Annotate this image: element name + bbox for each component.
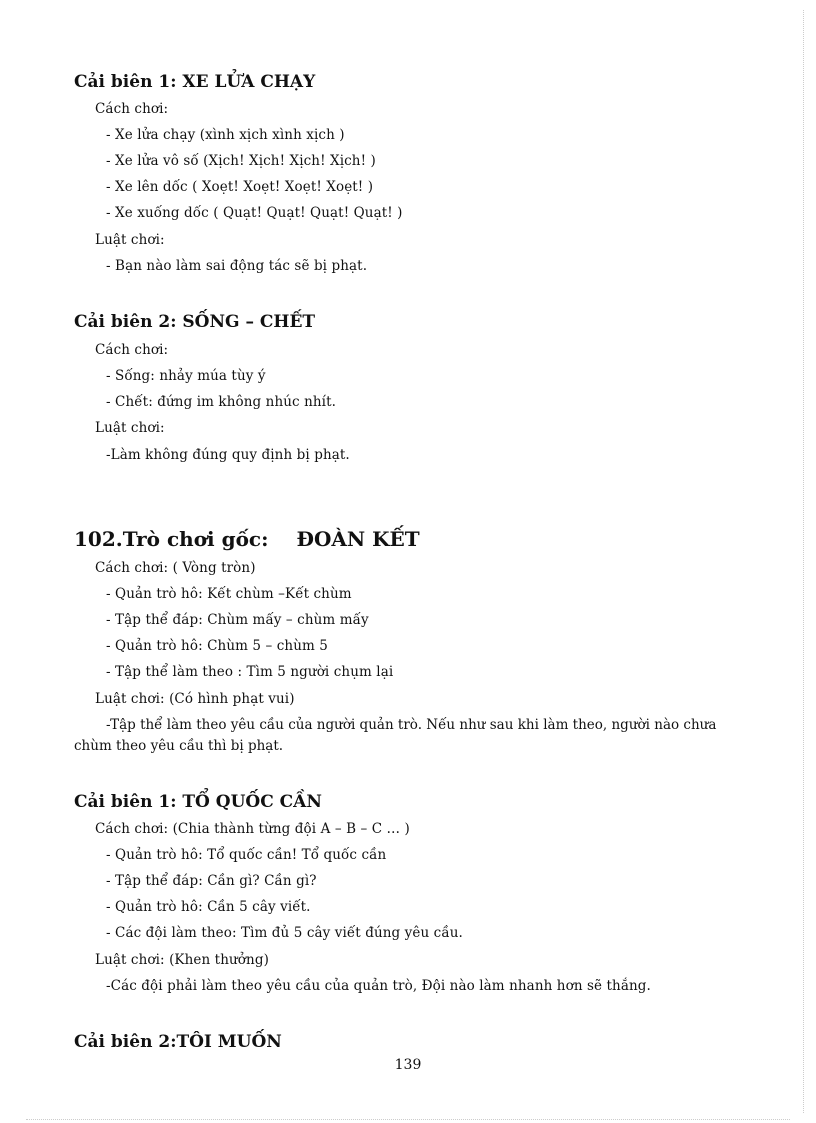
cach-choi-label: Cách chơi: ( Vòng tròn) [95,560,256,576]
section-heading-toi-muon: Cải biên 2:TÔI MUỐN [74,1032,282,1052]
cach-choi-label: Cách chơi: (Chia thành từng đội A – B – C … ) [95,821,410,837]
list-item: - Quản trò hô: Cần 5 cây viết. [106,899,311,915]
luat-choi-label: Luật chơi: (Có hình phạt vui) [95,691,295,707]
rule-text: -Làm không đúng quy định bị phạt. [106,447,350,463]
list-item: - Sống: nhảy múa tùy ý [106,368,266,384]
luat-choi-label: Luật chơi: [95,232,165,248]
section-heading-doan-ket [74,527,420,551]
heading-prefix: 102.Trò chơi gốc: [74,527,269,551]
list-item: - Quản trò hô: Chùm 5 – chùm 5 [106,638,328,654]
page-border-bottom [26,1119,790,1120]
list-item: - Tập thể làm theo : Tìm 5 người chụm lại [106,664,394,680]
cach-choi-label: Cách chơi: [95,101,169,117]
list-item: - Chết: đứng im không nhúc nhít. [106,394,337,410]
cach-choi-label: Cách chơi: [95,342,169,358]
luat-choi-label: Luật chơi: (Khen thưởng) [95,952,269,968]
section-heading-to-quoc-can: Cải biên 1: TỔ QUỐC CẦN [74,792,322,812]
heading-title: ĐOÀN KẾT [296,527,420,551]
list-item: - Xe lửa chạy (xình xịch xình xịch ) [106,127,345,143]
rule-paragraph: -Tập thể làm theo yêu cầu của người quản trò. Nếu như sau khi làm theo, người nào chưa chùm theo yêu cầu thì bị phạt. [74,717,717,754]
list-item: - Quản trò hô: Tổ quốc cần! Tổ quốc cần [106,847,387,863]
rule-text: - Bạn nào làm sai động tác sẽ bị phạt. [106,258,368,274]
rule-text: -Các đội phải làm theo yêu cầu của quản trò, Đội nào làm nhanh hơn sẽ thắng. [106,978,651,994]
section-heading-song-chet: Cải biên 2: SỐNG – CHẾT [74,312,316,332]
section-heading-xe-lua-chay: Cải biên 1: XE LỬA CHẠY [74,72,316,92]
list-item: - Tập thể đáp: Chùm mấy – chùm mấy [106,612,369,628]
list-item: - Xe lửa vô số (Xịch! Xịch! Xịch! Xịch! ) [106,153,376,169]
page-border-right [803,10,804,1113]
list-item: - Xe lên dốc ( Xoẹt! Xoẹt! Xoẹt! Xoẹt! ) [106,179,374,195]
luat-choi-label: Luật chơi: [95,420,165,436]
page-number: 139 [394,1057,422,1073]
list-item: - Tập thể đáp: Cần gì? Cần gì? [106,873,317,889]
list-item: - Quản trò hô: Kết chùm –Kết chùm [106,586,352,602]
list-item: - Các đội làm theo: Tìm đủ 5 cây viết đúng yêu cầu. [106,925,463,941]
list-item: - Xe xuống dốc ( Quạt! Quạt! Quạt! Quạt! ) [106,205,403,221]
